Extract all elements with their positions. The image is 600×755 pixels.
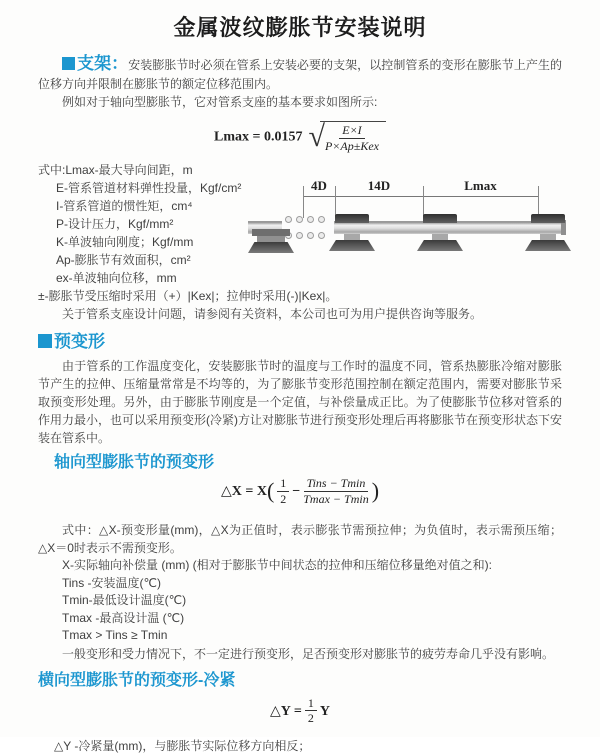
formula1-radicand bbox=[320, 121, 386, 152]
formula3-half-fraction: $\frac{1}{2}$ bbox=[305, 697, 317, 725]
definition-item: ex-单波轴向位移，mm bbox=[56, 271, 177, 285]
formula1-lhs: Lmax = 0.0157 bbox=[214, 129, 303, 145]
predeform-heading-label: 预变形 bbox=[54, 332, 105, 351]
lateral-subsection-heading: 横向型膨胀节的预变形-冷紧 bbox=[38, 671, 236, 689]
formula2-lhs: △X = X bbox=[220, 483, 267, 499]
formula3-lhs: △Y = bbox=[270, 703, 302, 719]
guide-support bbox=[328, 214, 376, 252]
formula2-half-fraction: $\frac{1}{2}$ bbox=[277, 477, 289, 505]
definition-item: E-管系管道材料弹性投量，Kgf/cm² bbox=[56, 181, 242, 195]
support-intro-paragraph bbox=[38, 53, 562, 93]
axial-predeform-formula bbox=[38, 477, 562, 515]
guide-spacing-formula bbox=[38, 121, 562, 157]
anchor-support bbox=[248, 229, 294, 254]
dimension-label-14d: 14D bbox=[367, 178, 391, 193]
predeform-section-heading bbox=[38, 331, 562, 353]
service-note: 关于管系支座设计问题，请参阅有关资料，本公司也可为用户提供咨询等服务。 bbox=[62, 307, 483, 321]
definition-item: 式中:Lmax-最大导向间距，m bbox=[38, 163, 193, 177]
bellows-convolutions-top bbox=[285, 216, 325, 223]
axial-remark-line: 一般变形和受力情况下，不一定进行预变形，足否预变形对膨胀节的疲劳寿命几乎没有影响。 bbox=[62, 646, 555, 661]
variable-item: X-实际轴向补偿量 (mm) (相对于膨胀节中间状态的拉伸和压缩位移量绝对值之和): bbox=[62, 558, 492, 572]
plus-minus-note: ±-膨胀节受压缩时采用（+）|Kex|；拉伸时采用(-)|Kex|。 bbox=[38, 289, 338, 303]
formula1-denominator: P×Ap±Kex bbox=[324, 138, 379, 153]
lateral-note-line: △Y -冷紧量(mm)，与膨胀节实际位移方向相反； bbox=[54, 738, 311, 753]
variable-item: Tmax > Tins ≥ Tmin bbox=[62, 628, 168, 642]
formula3-rhs: Y bbox=[319, 703, 330, 719]
formula2-temp-fraction: $\frac{\text{Tins − Tmin}}{Tmax - Tmin}$ bbox=[303, 476, 369, 506]
formula2-open-paren: ( bbox=[266, 478, 275, 504]
axial-variable-list bbox=[38, 557, 562, 645]
variable-item: Tmin-最低设计温度(℃) bbox=[62, 593, 187, 607]
formula2-close-paren: ) bbox=[371, 478, 380, 504]
section-bullet-icon bbox=[38, 334, 52, 348]
formula2-minus: − bbox=[292, 483, 301, 499]
definition-item: K-单波轴向刚度；Kgf/mm bbox=[56, 235, 194, 249]
definition-item: Ap-膨胀节有效面积，cm² bbox=[56, 253, 191, 267]
definitions-and-diagram-row bbox=[38, 161, 562, 287]
dimension-label-lmax: Lmax bbox=[464, 178, 497, 193]
axial-subsection-heading: 轴向型膨胀节的预变形 bbox=[54, 454, 215, 471]
guide-support bbox=[524, 214, 572, 252]
variable-item: Tins -安装温度(℃) bbox=[62, 575, 162, 590]
support-section-heading bbox=[62, 54, 128, 73]
lateral-coldpull-formula bbox=[38, 697, 562, 729]
definition-item: I-管系管道的惯性矩，cm⁴ bbox=[56, 199, 193, 213]
definition-item: P-设计压力，Kgf/mm² bbox=[56, 217, 174, 231]
formula1-fraction bbox=[325, 124, 379, 152]
support-intro-text: 安装膨胀节时必须在管系上安装必要的支架，以控制管系的变形在膨胀节上产生的位移方向并限制在膨胀节的额定位移范围内。 bbox=[38, 58, 563, 91]
dimension-line bbox=[303, 196, 539, 197]
support-example-line: 例如对于轴向型膨胀节，它对管系支座的基本要求如图所示: bbox=[62, 95, 378, 109]
dimension-label-4d: 4D bbox=[311, 178, 327, 193]
pipe-support-diagram bbox=[248, 179, 570, 255]
support-heading-label: 支架： bbox=[77, 54, 129, 73]
section-bullet-icon bbox=[62, 57, 75, 70]
predeform-body-paragraph: 由于管系的工作温度变化，安装膨胀节时的温度与工作时的温度不同，管系热膨胀冷缩对膨胀节产生的拉伸、压缩量常常是不均等的，为了膨胀节变形范围控制在额定范围内，需要对膨胀节采取预变形处理。另外，由于膨胀节刚度是一个定值，与补偿量成正比。为了使膨胀节位移对管系的作用力最小，也可以采用预变形(冷紧)方让对膨胀节进行预变形处理后再将膨胀节在预变形状态下安装在管系中。 bbox=[38, 359, 562, 445]
variable-item: Tmax -最高设计温 (℃) bbox=[62, 610, 185, 625]
axial-explain-paragraph: 式中：△X-预变形量(mm)，△X为正值时，表示膨张节需预拉伸；为负值时，表示需预压缩；△X＝0时表示不需预变形。 bbox=[38, 523, 562, 555]
page-title: 金属波纹膨胀节安装说明 bbox=[173, 15, 427, 40]
guide-support bbox=[416, 214, 464, 252]
sqrt-radical-icon: √ bbox=[308, 119, 325, 153]
formula1-numerator: E×I bbox=[339, 124, 364, 139]
